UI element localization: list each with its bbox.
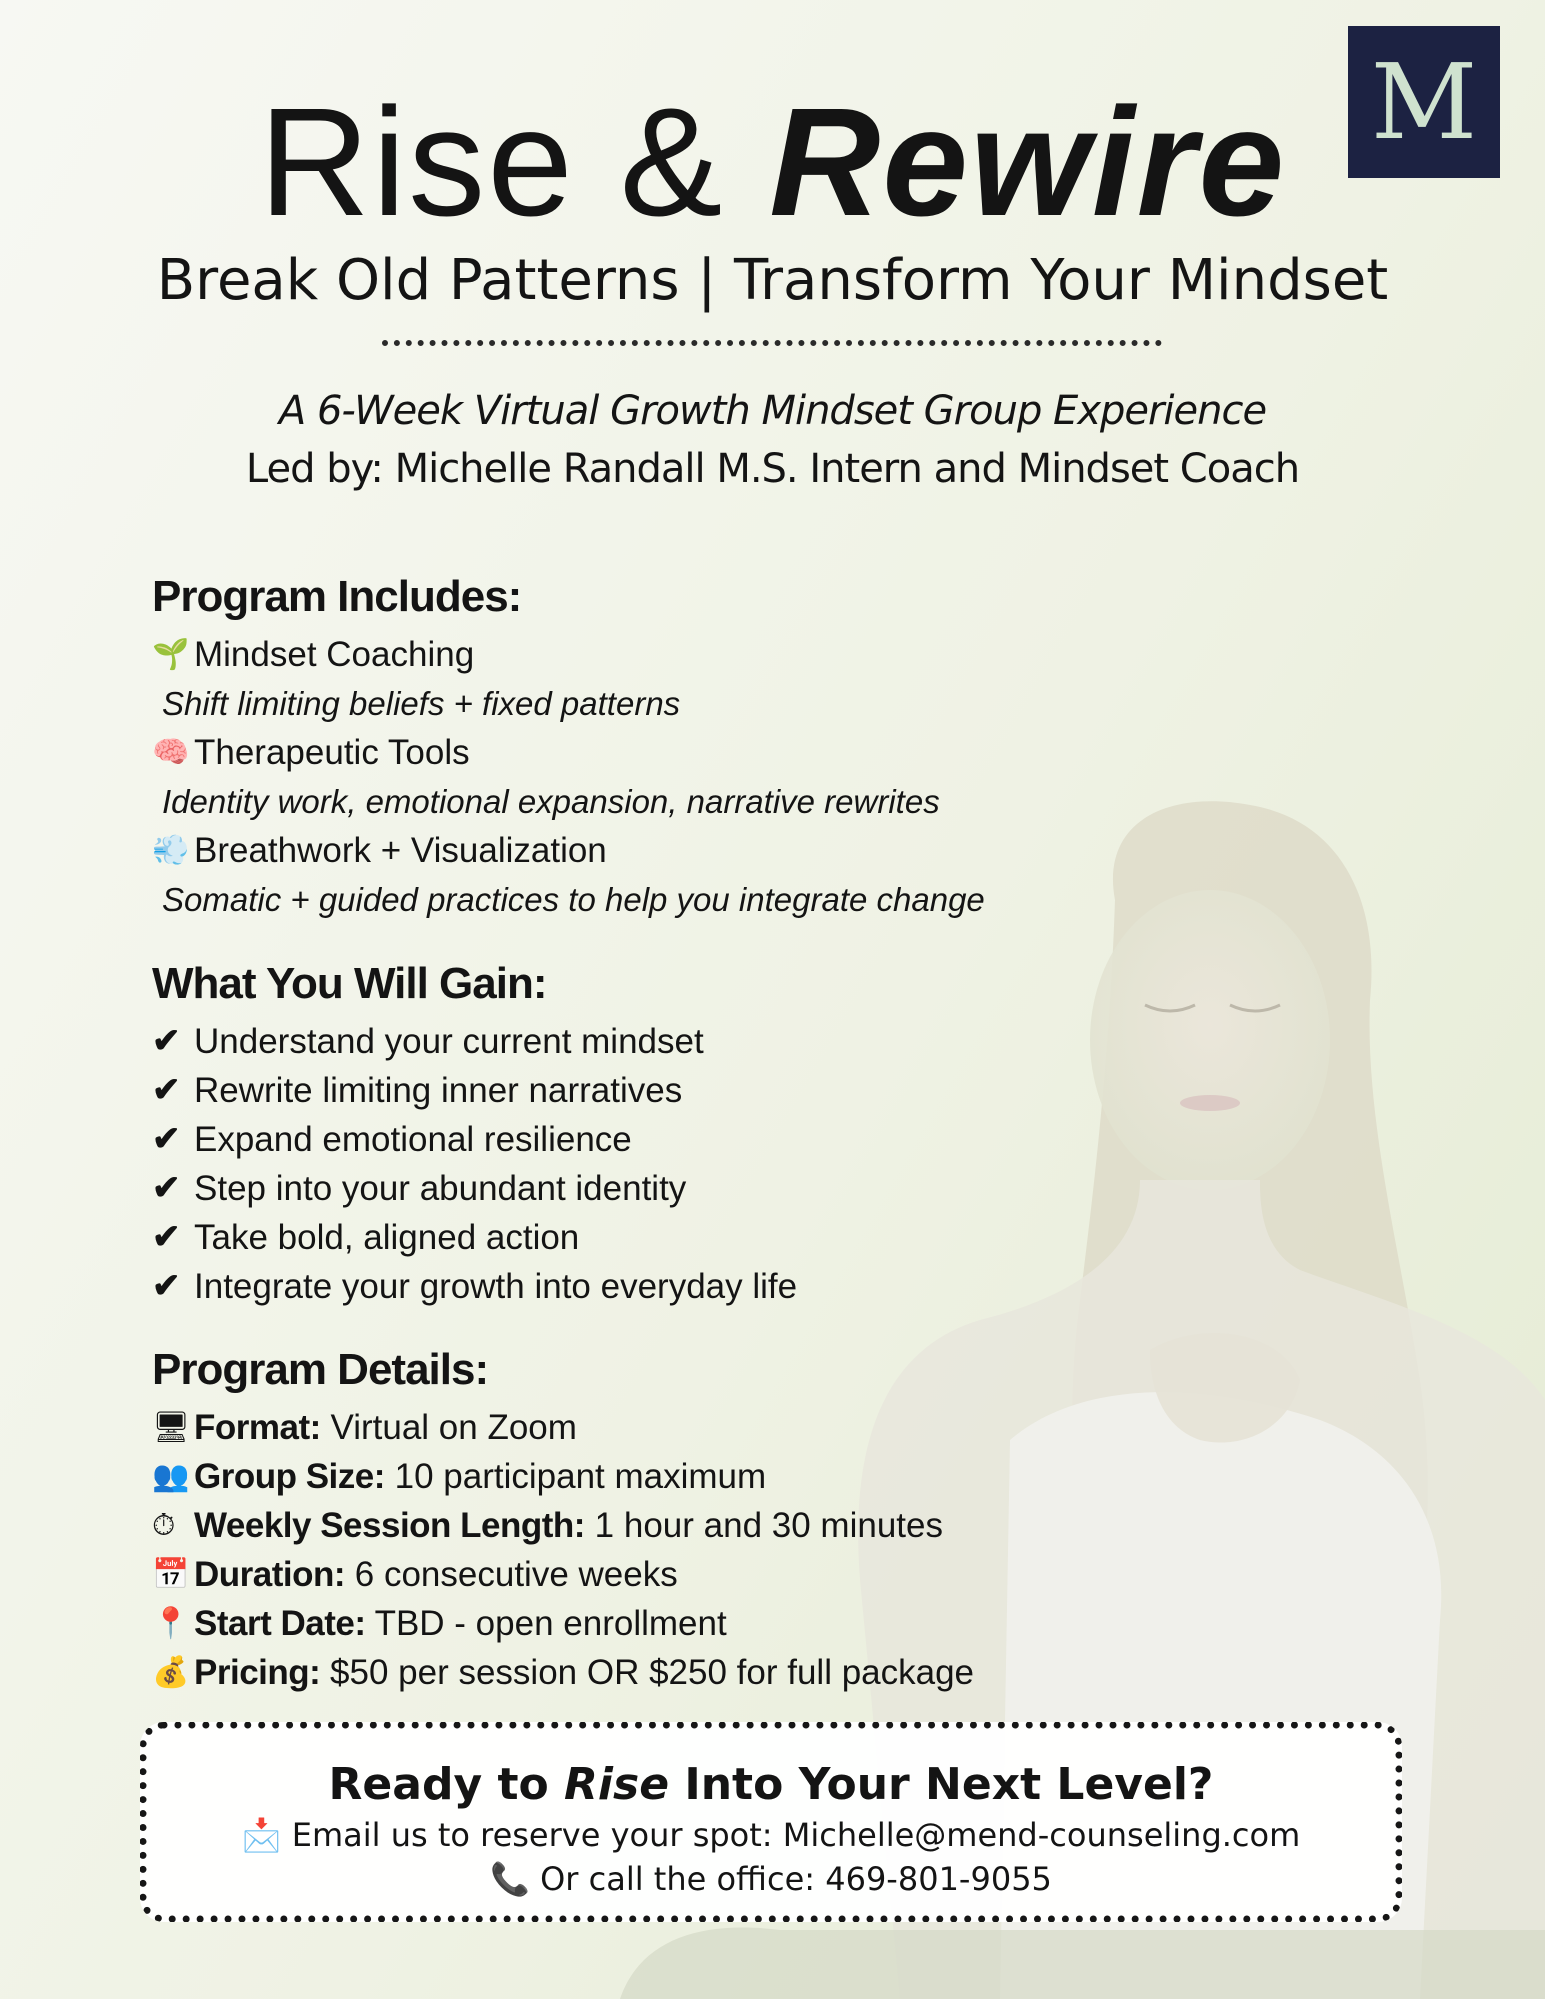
detail-item bbox=[152, 1550, 1152, 1599]
checkmark-icon: ✔ bbox=[152, 1169, 181, 1207]
checkmark-icon: ✔ bbox=[152, 1022, 181, 1060]
phone-icon: 📞 bbox=[490, 1860, 530, 1898]
detail-item bbox=[152, 1403, 1152, 1452]
brain-icon: 🧠 bbox=[152, 736, 190, 769]
gain-item-text: Integrate your growth into everyday life bbox=[194, 1267, 798, 1306]
wind-icon: 💨 bbox=[152, 834, 190, 867]
title-part-2: Rewire bbox=[769, 76, 1287, 248]
detail-value: 1 hour and 30 minutes bbox=[584, 1506, 943, 1545]
checkmark-icon: ✔ bbox=[152, 1120, 181, 1158]
details-section bbox=[152, 1343, 1152, 1697]
detail-label: Start Date: bbox=[194, 1604, 366, 1643]
cta-title-part-2: Rise bbox=[564, 1759, 670, 1810]
details-heading: Program Details: bbox=[152, 1345, 489, 1394]
detail-label: Group Size: bbox=[194, 1457, 385, 1496]
group-icon: 👥 bbox=[152, 1460, 190, 1493]
checkmark-icon: ✔ bbox=[152, 1218, 181, 1256]
detail-label: Format: bbox=[194, 1408, 321, 1447]
gain-item bbox=[152, 1115, 1152, 1164]
detail-value: $50 per session OR $250 for full package bbox=[320, 1653, 975, 1692]
intro-line-2: Led by: Michelle Randall M.S. Intern and Mindset Coach bbox=[245, 446, 1300, 492]
gain-item bbox=[152, 1017, 1152, 1066]
program-includes-heading: Program Includes: bbox=[152, 572, 522, 621]
detail-item bbox=[152, 1648, 1152, 1697]
calendar-icon: 📅 bbox=[152, 1558, 190, 1591]
money-bag-icon: 💰 bbox=[152, 1656, 190, 1689]
detail-value: TBD - open enrollment bbox=[365, 1604, 727, 1643]
gain-item-text: Rewrite limiting inner narratives bbox=[194, 1071, 683, 1110]
gains-section bbox=[152, 957, 1152, 1311]
detail-item bbox=[152, 1501, 1152, 1550]
include-item-desc: Shift limiting beliefs + fixed patterns bbox=[162, 685, 681, 722]
cta-phone-line[interactable] bbox=[147, 1857, 1395, 1901]
include-item-title: Therapeutic Tools bbox=[194, 733, 470, 772]
logo-letter: M bbox=[1370, 41, 1478, 163]
checkmark-icon: ✔ bbox=[152, 1267, 181, 1305]
detail-item bbox=[152, 1452, 1152, 1501]
cta-phone-text[interactable]: Or call the office: 469-801-9055 bbox=[529, 1860, 1052, 1898]
title-part-1: Rise & bbox=[258, 76, 770, 248]
dotted-divider bbox=[382, 340, 1162, 346]
detail-label: Duration: bbox=[194, 1555, 346, 1594]
cta-box bbox=[140, 1722, 1402, 1922]
gain-item bbox=[152, 1164, 1152, 1213]
include-item bbox=[152, 826, 1152, 875]
include-item-desc: Somatic + guided practices to help you integrate change bbox=[162, 881, 985, 918]
include-item bbox=[152, 728, 1152, 777]
gain-item bbox=[152, 1262, 1152, 1311]
gain-item-text: Step into your abundant identity bbox=[194, 1169, 687, 1208]
cta-title-part-3: Into Your Next Level? bbox=[669, 1759, 1214, 1810]
pin-icon: 📍 bbox=[152, 1607, 190, 1640]
gains-heading: What You Will Gain: bbox=[152, 959, 547, 1008]
include-item bbox=[152, 630, 1152, 679]
cta-title bbox=[147, 1757, 1395, 1813]
detail-value: 10 participant maximum bbox=[384, 1457, 767, 1496]
detail-value: Virtual on Zoom bbox=[320, 1408, 577, 1447]
gain-item bbox=[152, 1066, 1152, 1115]
detail-label: Pricing: bbox=[194, 1653, 321, 1692]
seedling-icon: 🌱 bbox=[152, 638, 190, 671]
gain-item-text: Take bold, aligned action bbox=[194, 1218, 580, 1257]
include-item-title: Mindset Coaching bbox=[194, 635, 475, 674]
subtitle: Break Old Patterns | Transform Your Mindset bbox=[156, 248, 1389, 313]
detail-item bbox=[152, 1599, 1152, 1648]
gain-item-text: Understand your current mindset bbox=[194, 1022, 704, 1061]
cta-email-text[interactable]: Email us to reserve your spot: Michelle@mend-counseling.com bbox=[281, 1816, 1301, 1854]
intro-line-1: A 6-Week Virtual Growth Mindset Group Experience bbox=[278, 388, 1267, 434]
program-includes-section bbox=[152, 570, 1152, 924]
include-item-title: Breathwork + Visualization bbox=[194, 831, 607, 870]
envelope-icon: 📩 bbox=[241, 1816, 282, 1854]
computer-icon: 🖥 bbox=[152, 1411, 191, 1444]
detail-label: Weekly Session Length: bbox=[194, 1506, 585, 1545]
stopwatch-icon: ⏱ bbox=[152, 1509, 176, 1542]
cta-email-line[interactable] bbox=[147, 1813, 1395, 1857]
cta-title-part-1: Ready to bbox=[328, 1759, 565, 1810]
include-item-desc: Identity work, emotional expansion, narrative rewrites bbox=[162, 783, 940, 820]
detail-value: 6 consecutive weeks bbox=[345, 1555, 678, 1594]
gain-item bbox=[152, 1213, 1152, 1262]
gain-item-text: Expand emotional resilience bbox=[194, 1120, 632, 1159]
page-title bbox=[0, 72, 1545, 252]
checkmark-icon: ✔ bbox=[152, 1071, 181, 1109]
